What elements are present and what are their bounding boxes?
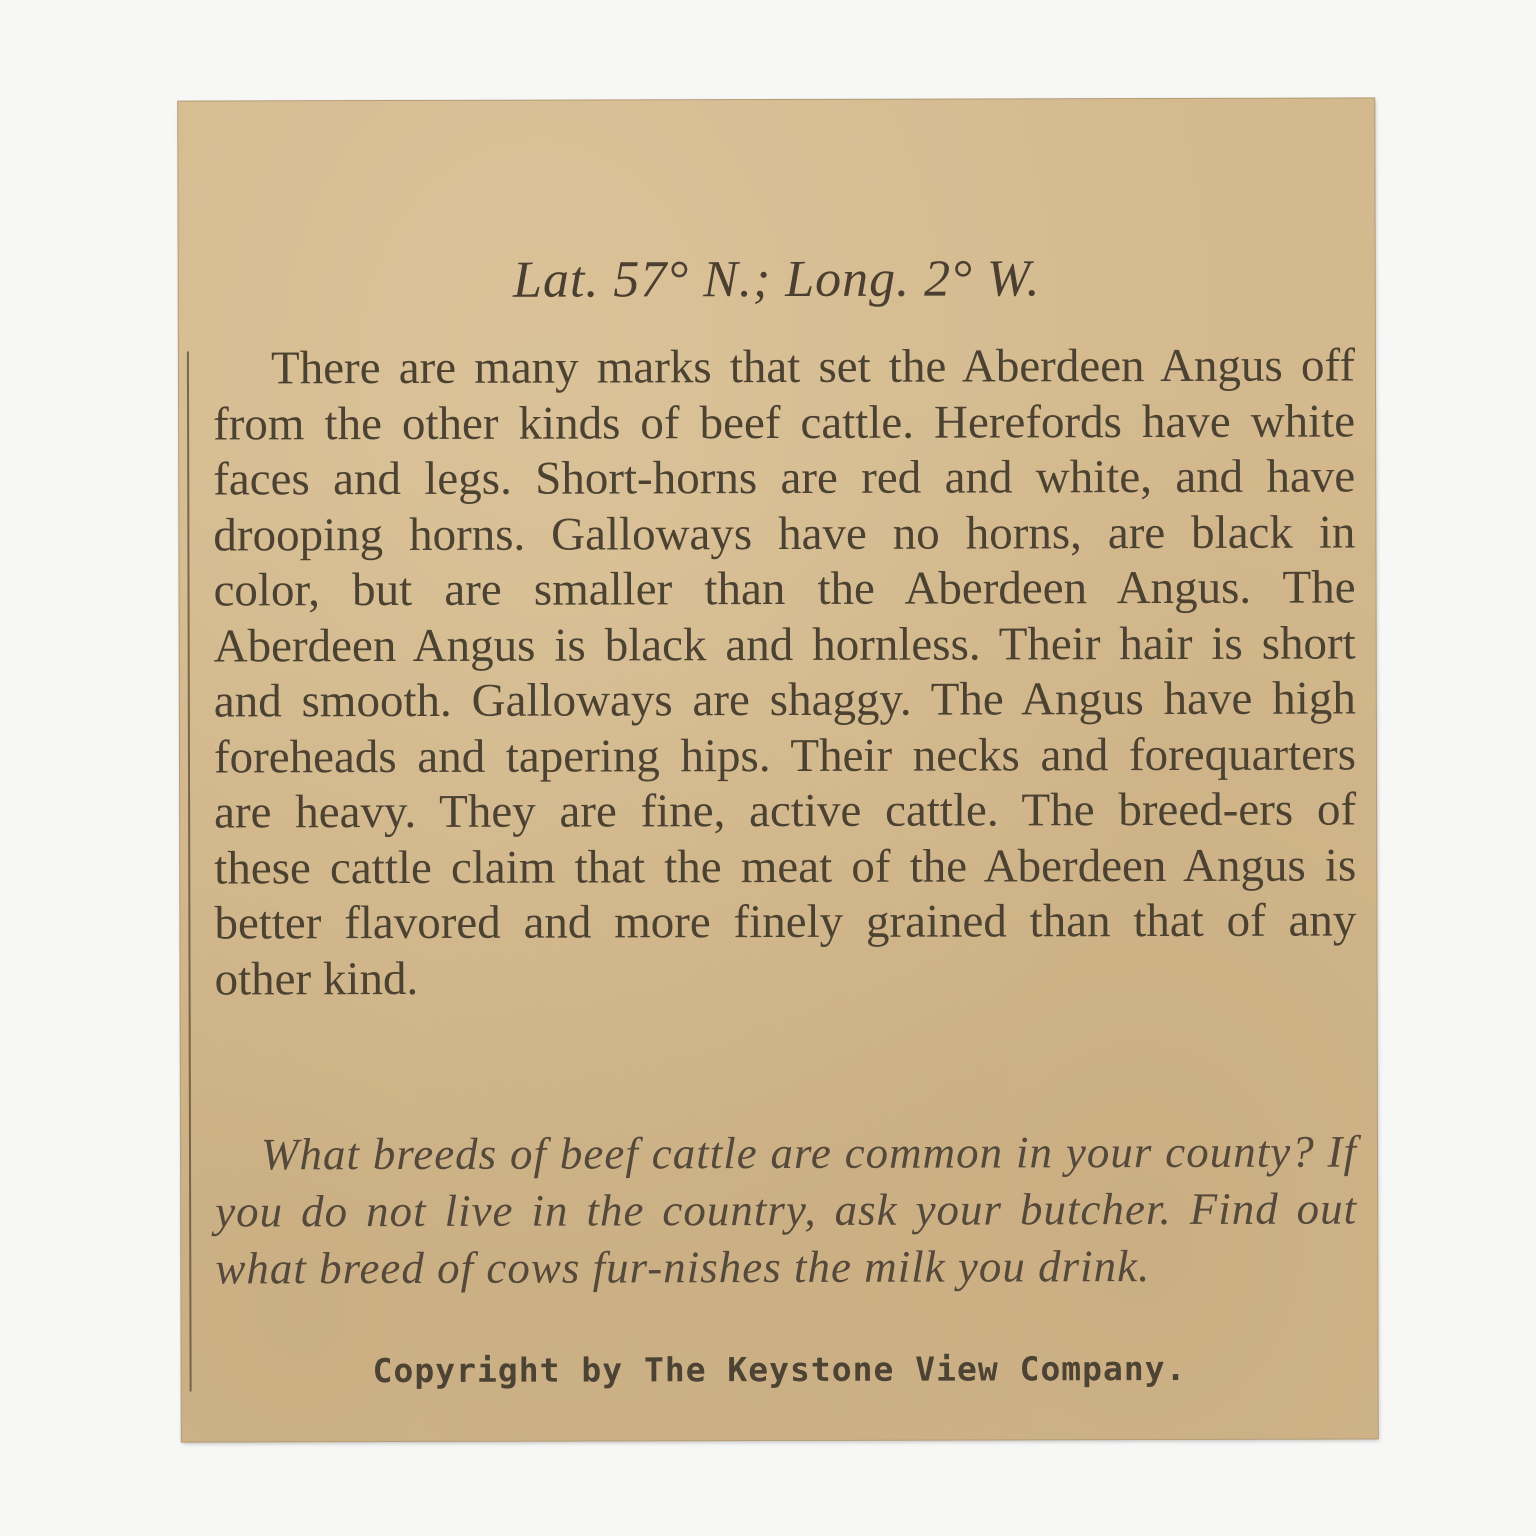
- stereoview-card-back: [178, 98, 1378, 1441]
- coordinates-heading: Lat. 57° N.; Long. 2° W.: [512, 250, 1041, 309]
- question-paragraph: What breeds of beef cattle are common in your county? If you do not live in the country, ask your butcher. Find out what breed of cows fur-nishes the milk you drink.: [215, 1126, 1358, 1294]
- copyright-line: Copyright by The Keystone View Company.: [372, 1348, 1187, 1391]
- margin-rule: [187, 352, 192, 1392]
- description-paragraph: There are many marks that set the Aberdeen Angus off from the other kinds of beef cattle. Herefords have white faces and legs. Short-horns are red and white, and have drooping horns. Galloways have no horns, are black in color, but are smaller than the Aberdeen Angus. The Aberdeen Angus is black and hornless. Their hair is short and smooth. Galloways are shaggy. The Angus have high foreheads and tapering hips. Their necks and forequarters are heavy. They are fine, active cattle. The breed-ers of these cattle claim that the meat of the Aberdeen Angus is better flavored and more finely grained than that of any other kind.: [213, 339, 1357, 1005]
